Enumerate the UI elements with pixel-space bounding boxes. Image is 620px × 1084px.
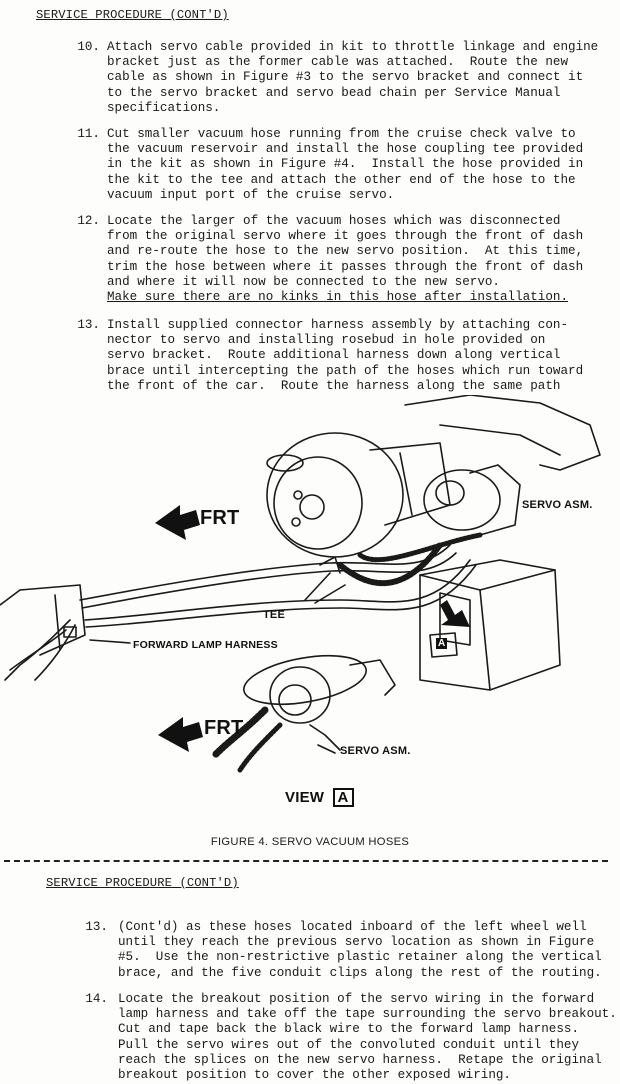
booster-stud xyxy=(294,491,302,499)
step-line: brace until intercepting the path of the hoses which run toward xyxy=(107,363,584,378)
step-number: 10. xyxy=(77,40,100,54)
master-cylinder xyxy=(370,443,450,525)
step-warning-underlined: Make sure there are no kinks in this hose after installation. xyxy=(107,290,569,305)
frame-rail-2 xyxy=(55,595,60,650)
figure-illustration xyxy=(0,395,620,825)
step-line: Locate the larger of the vacuum hoses which was disconnected xyxy=(107,214,561,228)
step-line: #5. Use the non-restrictive plastic retainer along the vertical xyxy=(118,950,602,965)
forward-lamp-harness-wire-3 xyxy=(10,630,66,670)
step-number: 12. xyxy=(77,214,100,228)
step-line: from the original servo where it goes through the front of dash xyxy=(107,229,584,244)
section-header-top: SERVICE PROCEDURE (CONT'D) xyxy=(36,8,229,22)
view-letter-box: A xyxy=(333,788,354,807)
step-line: Cut smaller vacuum hose running from the cruise check valve to xyxy=(107,127,576,141)
servo-asm-bottom-wire xyxy=(310,725,340,750)
view-label xyxy=(285,788,354,807)
harness-braid-2 xyxy=(360,535,480,560)
frame-rail-3 xyxy=(0,590,20,605)
step-line: reach the splices on the new servo harness. Retape the original xyxy=(118,1052,602,1067)
frt-arrow-top xyxy=(155,505,200,540)
step-line: brace, and the five conduit clips along the rest of the routing. xyxy=(118,965,602,980)
figure-servo-vacuum-hoses xyxy=(0,395,620,825)
tee-label: TEE xyxy=(263,609,285,621)
step-line: specifications. xyxy=(107,100,221,115)
step-line: bracket just as the former cable was attached. Route the new xyxy=(107,55,569,70)
step-number: 13. xyxy=(77,318,100,332)
frt-arrow-bottom xyxy=(158,717,203,752)
reservoir-box-edge xyxy=(480,590,490,690)
step-line: the front of the car. Route the harness along the same path xyxy=(107,378,561,393)
step-line: Attach servo cable provided in kit to throttle linkage and engine xyxy=(107,40,599,54)
step-line: to the servo bracket and servo bead chain per Service Manual xyxy=(107,85,561,100)
step-line: (Cont'd) as these hoses located inboard of the left wheel well xyxy=(118,920,587,934)
servo-asm-bottom-leader xyxy=(318,745,335,753)
step-line: and re-route the hose to the new servo position. At this time, xyxy=(107,244,584,259)
servo-asm-bottom-cap-inner xyxy=(279,685,311,715)
step-line: Pull the servo wires out of the convoluted conduit until they xyxy=(118,1037,580,1052)
frt-label-top: FRT xyxy=(200,507,240,529)
servo-asm-bottom-bracket xyxy=(350,660,395,695)
step-line: lamp harness and take off the tape surrounding the servo breakout. xyxy=(118,1007,617,1022)
step-line: cable as shown in Figure #3 to the servo bracket and connect it xyxy=(107,70,584,85)
servo-asm-label-top: SERVO ASM. xyxy=(522,499,593,511)
step-line: the vacuum reservoir and install the hose coupling tee provided xyxy=(107,142,584,157)
servo-asm-label-bottom: SERVO ASM. xyxy=(340,745,411,757)
step-line: Install supplied connector harness assembly by attaching con- xyxy=(107,318,569,332)
step-line: the kit to the tee and attach the other end of the hose to the xyxy=(107,172,576,187)
step-line: until they reach the previous servo location as shown in Figure xyxy=(118,935,595,950)
step-line: servo bracket. Route additional harness down along vertical xyxy=(107,348,561,363)
brake-booster xyxy=(267,433,403,557)
forward-lamp-harness-leader xyxy=(90,640,130,643)
booster-stud xyxy=(292,518,300,526)
callout-a-letter: A xyxy=(438,638,446,649)
page-divider xyxy=(4,860,608,862)
frame-rail xyxy=(20,585,85,655)
servo-asm-bottom-body xyxy=(240,648,370,713)
figure-caption: FIGURE 4. SERVO VACUUM HOSES xyxy=(210,836,410,848)
frt-label-bottom: FRT xyxy=(204,717,244,739)
step-line: breakout position to cover the other exposed wiring. xyxy=(118,1068,511,1083)
step-line: trim the hose between where it passes through the front of dash xyxy=(107,259,584,274)
step-line: Locate the breakout position of the servo wiring in the forward xyxy=(118,992,595,1006)
step-line: in the kit as shown in Figure #4. Install the hose provided in xyxy=(107,157,584,172)
step-line: Cut and tape back the black wire to the forward lamp harness. xyxy=(118,1022,580,1037)
step-line: nector to servo and installing rosebud in hole provided on xyxy=(107,333,546,348)
step-number: 13. xyxy=(85,920,108,934)
section-header-bottom: SERVICE PROCEDURE (CONT'D) xyxy=(46,876,239,890)
step-line: and where it will now be connected to the new servo. xyxy=(107,274,500,289)
body-panel-inner xyxy=(440,425,560,455)
step-line: vacuum input port of the cruise servo. xyxy=(107,187,395,202)
booster-hub xyxy=(300,495,324,519)
forward-lamp-harness-wire-2 xyxy=(35,625,75,680)
view-word: VIEW xyxy=(285,789,325,806)
step-number: 11. xyxy=(77,127,100,141)
forward-lamp-harness-label: FORWARD LAMP HARNESS xyxy=(133,639,278,651)
callout-a-arrow xyxy=(440,600,470,627)
reservoir-box-top xyxy=(420,570,555,590)
step-number: 14. xyxy=(85,992,108,1006)
servo-bracket xyxy=(470,465,520,535)
